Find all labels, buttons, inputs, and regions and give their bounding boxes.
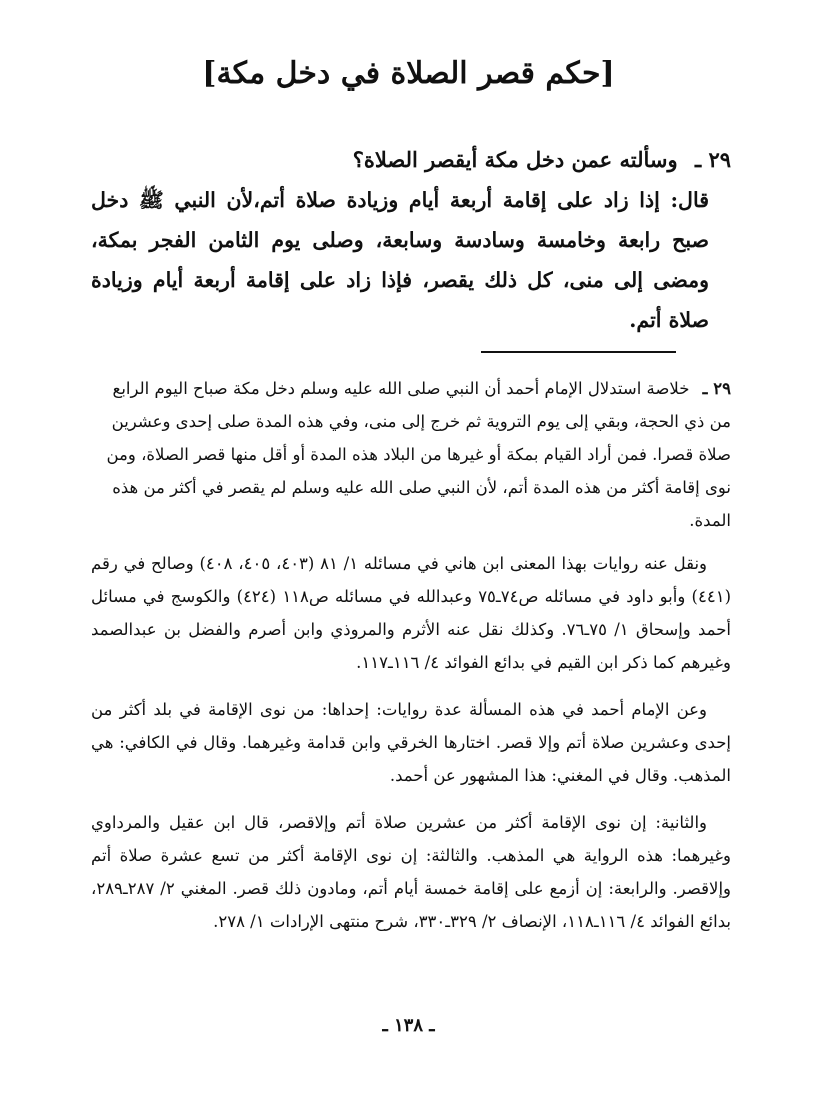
question-number: ٢٩ ـ — [694, 147, 731, 172]
section-title: [حكم قصر الصلاة في دخل مكة] — [202, 56, 615, 91]
question-text: وسألته عمن دخل مكة أيقصر الصلاة؟ — [352, 147, 678, 172]
footnote-divider — [481, 351, 676, 353]
footnote-paragraph-3: وعن الإمام أحمد في هذه المسألة عدة روايات: إحداها: من نوى الإقامة في بلد أكثر من إحدى وعشرين صلاة أتم وإلا قصر. اختارها الخرقي وابن قدامة وغيرهما. وقال في الكافي: هي المذهب. وقال في المغني: هذا المشهور عن أحمد. — [91, 700, 731, 785]
answer-text: قال: إذا زاد على إقامة أربعة أيام وزيادة صلاة أتم،لأن النبي ﷺ دخل صبح رابعة وخامسة وسادسة وسابعة، وصلى يوم الثامن الفجر بمكة، ومضى إلى منى، كل ذلك يقصر، فإذا زاد على إقامة أربعة أيام وزيادة صلاة أتم. — [91, 188, 709, 332]
question-block — [91, 140, 731, 340]
page-number: ـ ١٣٨ ـ — [382, 1015, 435, 1036]
footnote-first-text: خلاصة استدلال الإمام أحمد أن النبي صلى الله عليه وسلم دخل مكة صباح اليوم الرابع من ذي الحجة، وبقي إلى يوم التروية ثم خرج إلى منى، وفي هذه المدة صلى إحدى وعشرين صلاة قصرا. فمن أراد القيام بمكة أو غيرها من البلاد هذه المدة أو أقل منها قصر الصلاة، ومن نوى إقامة أكثر من هذه المدة أتم، لأن النبي صلى الله عليه وسلم لم يقصر في أكثر من هذه المدة. — [106, 379, 731, 530]
footnote-paragraph-4: والثانية: إن نوى الإقامة أكثر من عشرين صلاة أتم وإلاقصر، قال ابن عقيل والمرداوي وغيرهما: هذه الرواية هي المذهب. والثالثة: إن نوى الإقامة أكثر من تسع عشرة صلاة أتم وإلاقصر. والرابعة: إن أزمع على إقامة خمسة أيام أتم، ومادون ذلك قصر. المغني ٢/ ٢٨٧ـ٢٨٩، بدائع الفوائد ٤/ ١١٦ـ١١٨، الإنصاف ٢/ ٣٢٩ـ٣٣٠، شرح منتهى الإرادات ١/ ٢٧٨. — [91, 813, 731, 931]
footnotes — [91, 372, 731, 938]
footnote-paragraph-2: ونقل عنه روايات بهذا المعنى ابن هاني في مسائله ١/ ٨١ (٤٠٣، ٤٠٥، ٤٠٨) وصالح في رقم (٤٤١) وأبو داود في مسائله ص٧٤ـ٧٥ وعبدالله في مسائله ص١١٨ (٤٢٤) والكوسج في مسائل أحمد وإسحاق ١/ ٧٥ـ٧٦. وكذلك نقل عنه الأثرم والمروذي وابن أصرم والفضل بن عبدالصمد وغيرهم كما ذكر ابن القيم في بدائع الفوائد ٤/ ١١٦ـ١١٧. — [91, 554, 731, 672]
question-line — [91, 140, 731, 180]
footnote-number: ٢٩ ـ — [702, 379, 731, 398]
footnote-first-paragraph — [91, 372, 731, 537]
